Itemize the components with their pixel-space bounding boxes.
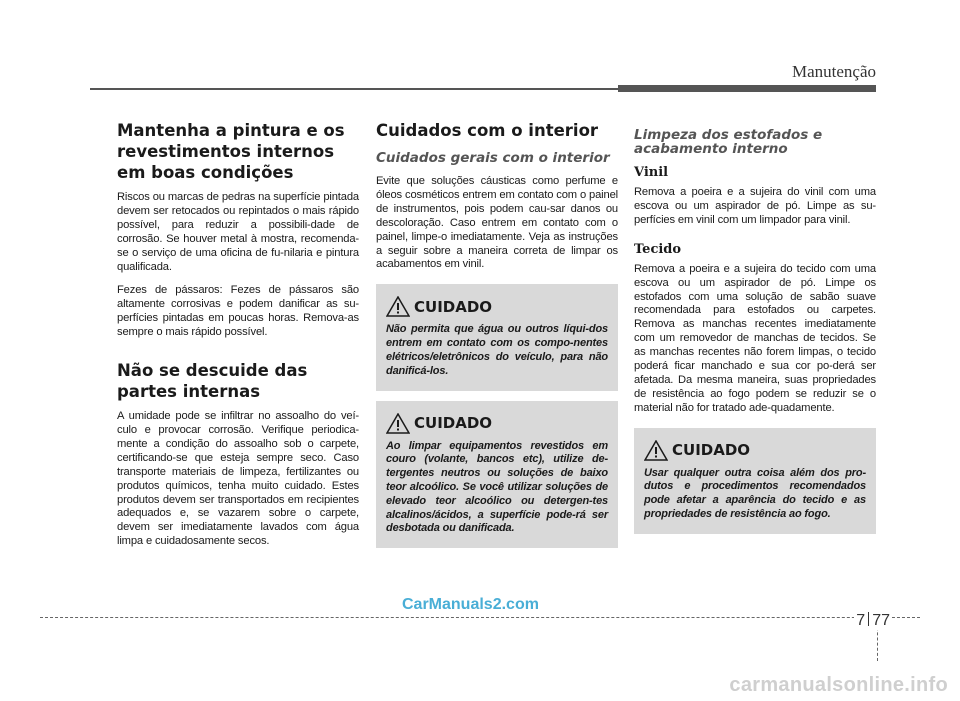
heading-vinyl: Vinil	[634, 165, 669, 180]
paragraph-vinyl: Remova a poeira e a sujeira do vinil com uma escova ou um aspirador de pó. Limpe as su-perfícies em vinil com um limpador para vinil.	[634, 186, 876, 226]
paragraph-fabric: Remova a poeira e a sujeira do tecido com uma escova ou um aspirador de pó. Limpe os estofados com uma solução de sabão suave recomendada para estofados ou carpetes. Remova as manchas recentes imediatamente com um removedor de manchas de tecidos. Se as manchas recentes não forem limpas, o tecido poderá ficar manchado e sua cor po-derá ser afetada. Da mesma maneira, suas propriedades de resistência ao fogo podem se reduzir se o material não for tratado ade-quadamente.	[634, 262, 876, 414]
caution-title: CUIDADO	[672, 441, 751, 460]
caution-box-electrical	[376, 284, 618, 390]
caution-title: CUIDADO	[414, 297, 493, 316]
warning-triangle-icon	[386, 413, 410, 434]
page-number	[854, 612, 892, 630]
caution-text: Usar qualquer outra coisa além dos pro-dutos e procedimentos recomendados pode afetar a aparência do tecido e as propriedades de resistência ao fogo.	[644, 466, 866, 521]
watermark-carmanuals2[interactable]: CarManuals2.com	[402, 596, 539, 613]
watermark-carmanualsonline[interactable]: carmanualsonline.info	[729, 674, 948, 696]
subheading-general-care: Cuidados gerais com o interior	[376, 150, 610, 166]
caution-box-fabric	[634, 428, 876, 534]
column-right	[634, 128, 876, 534]
warning-triangle-icon	[386, 296, 410, 317]
heading-interior-parts: Não se descuide das partes internas	[117, 361, 308, 402]
chapter-number: 7	[856, 612, 866, 629]
heading-upholstery: Limpeza dos estofados e acabamento interno	[634, 127, 823, 157]
paragraph-bird-droppings: Fezes de pássaros: Fezes de pássaros são altamente corrosivas e podem danificar as su-perfícies pintadas em poucas horas. Remova-as sempre o mais rápido possível.	[117, 284, 359, 339]
footer-rule	[40, 617, 920, 618]
heading-paint-care: Mantenha a pintura e os revestimentos internos em boas condições	[117, 121, 345, 182]
page-number-value: 77	[872, 612, 890, 629]
caution-title: CUIDADO	[414, 414, 493, 433]
heading-interior-care: Cuidados com o interior	[376, 121, 599, 140]
caution-text: Não permita que água ou outros líqui-dos entrem em contato com os compo-nentes elétricos/eletrônicos do veículo, para não danificá-los.	[386, 323, 608, 377]
caution-text: Ao limpar equipamentos revestidos em couro (volante, bancos etc), utilize de-tergentes neutros ou soluções de baixo teor alcoólico. Se você utilizar soluções de elevado teor alcoólico ou detergen-tes alcalinos/ácidos, a superfície pode-rá ser desbotada ou danificada.	[386, 439, 608, 535]
heading-fabric: Tecido	[634, 241, 682, 257]
section-title: Manutenção	[791, 62, 876, 81]
paragraph-scratches: Riscos ou marcas de pedras na superfície pintada devem ser retocados ou repintados o mais rápido possível, para reduzir a possibili-dade de corrosão. Se houver metal à mostra, recomenda-se o serviço de uma oficina de fu-nilaria e pintura qualificada.	[117, 191, 359, 273]
warning-triangle-icon	[644, 440, 668, 461]
column-left	[117, 120, 359, 559]
column-middle	[376, 120, 618, 548]
caution-box-leather	[376, 401, 618, 549]
paragraph-caustic: Evite que soluções cáusticas como perfume e óleos cosméticos entrem em contato com o painel de instrumentos, pois podem cau-sar danos ou descoloração. Caso entrem em contato com o painel, limpe-o imediatamente. Veja as instruções a seguir sobre a maneira correta de limpar os acabamentos em vinil.	[376, 175, 618, 271]
paragraph-humidity: A umidade pode se infiltrar no assoalho do veí-culo e provocar corrosão. Verifique periodica-mente a condição do assoalho sob o carpete, certificando-se que esteja sempre seco. Caso transporte materiais de limpeza, fertilizantes ou produtos químicos, tenha muito cuidado. Estes produtos devem ser transportados em recipientes adequados e, se vazarem sobre o carpete, devem ser imediatamente lavados com água limpa e cuidadosamente secos.	[117, 410, 359, 548]
header-bar	[618, 85, 876, 92]
